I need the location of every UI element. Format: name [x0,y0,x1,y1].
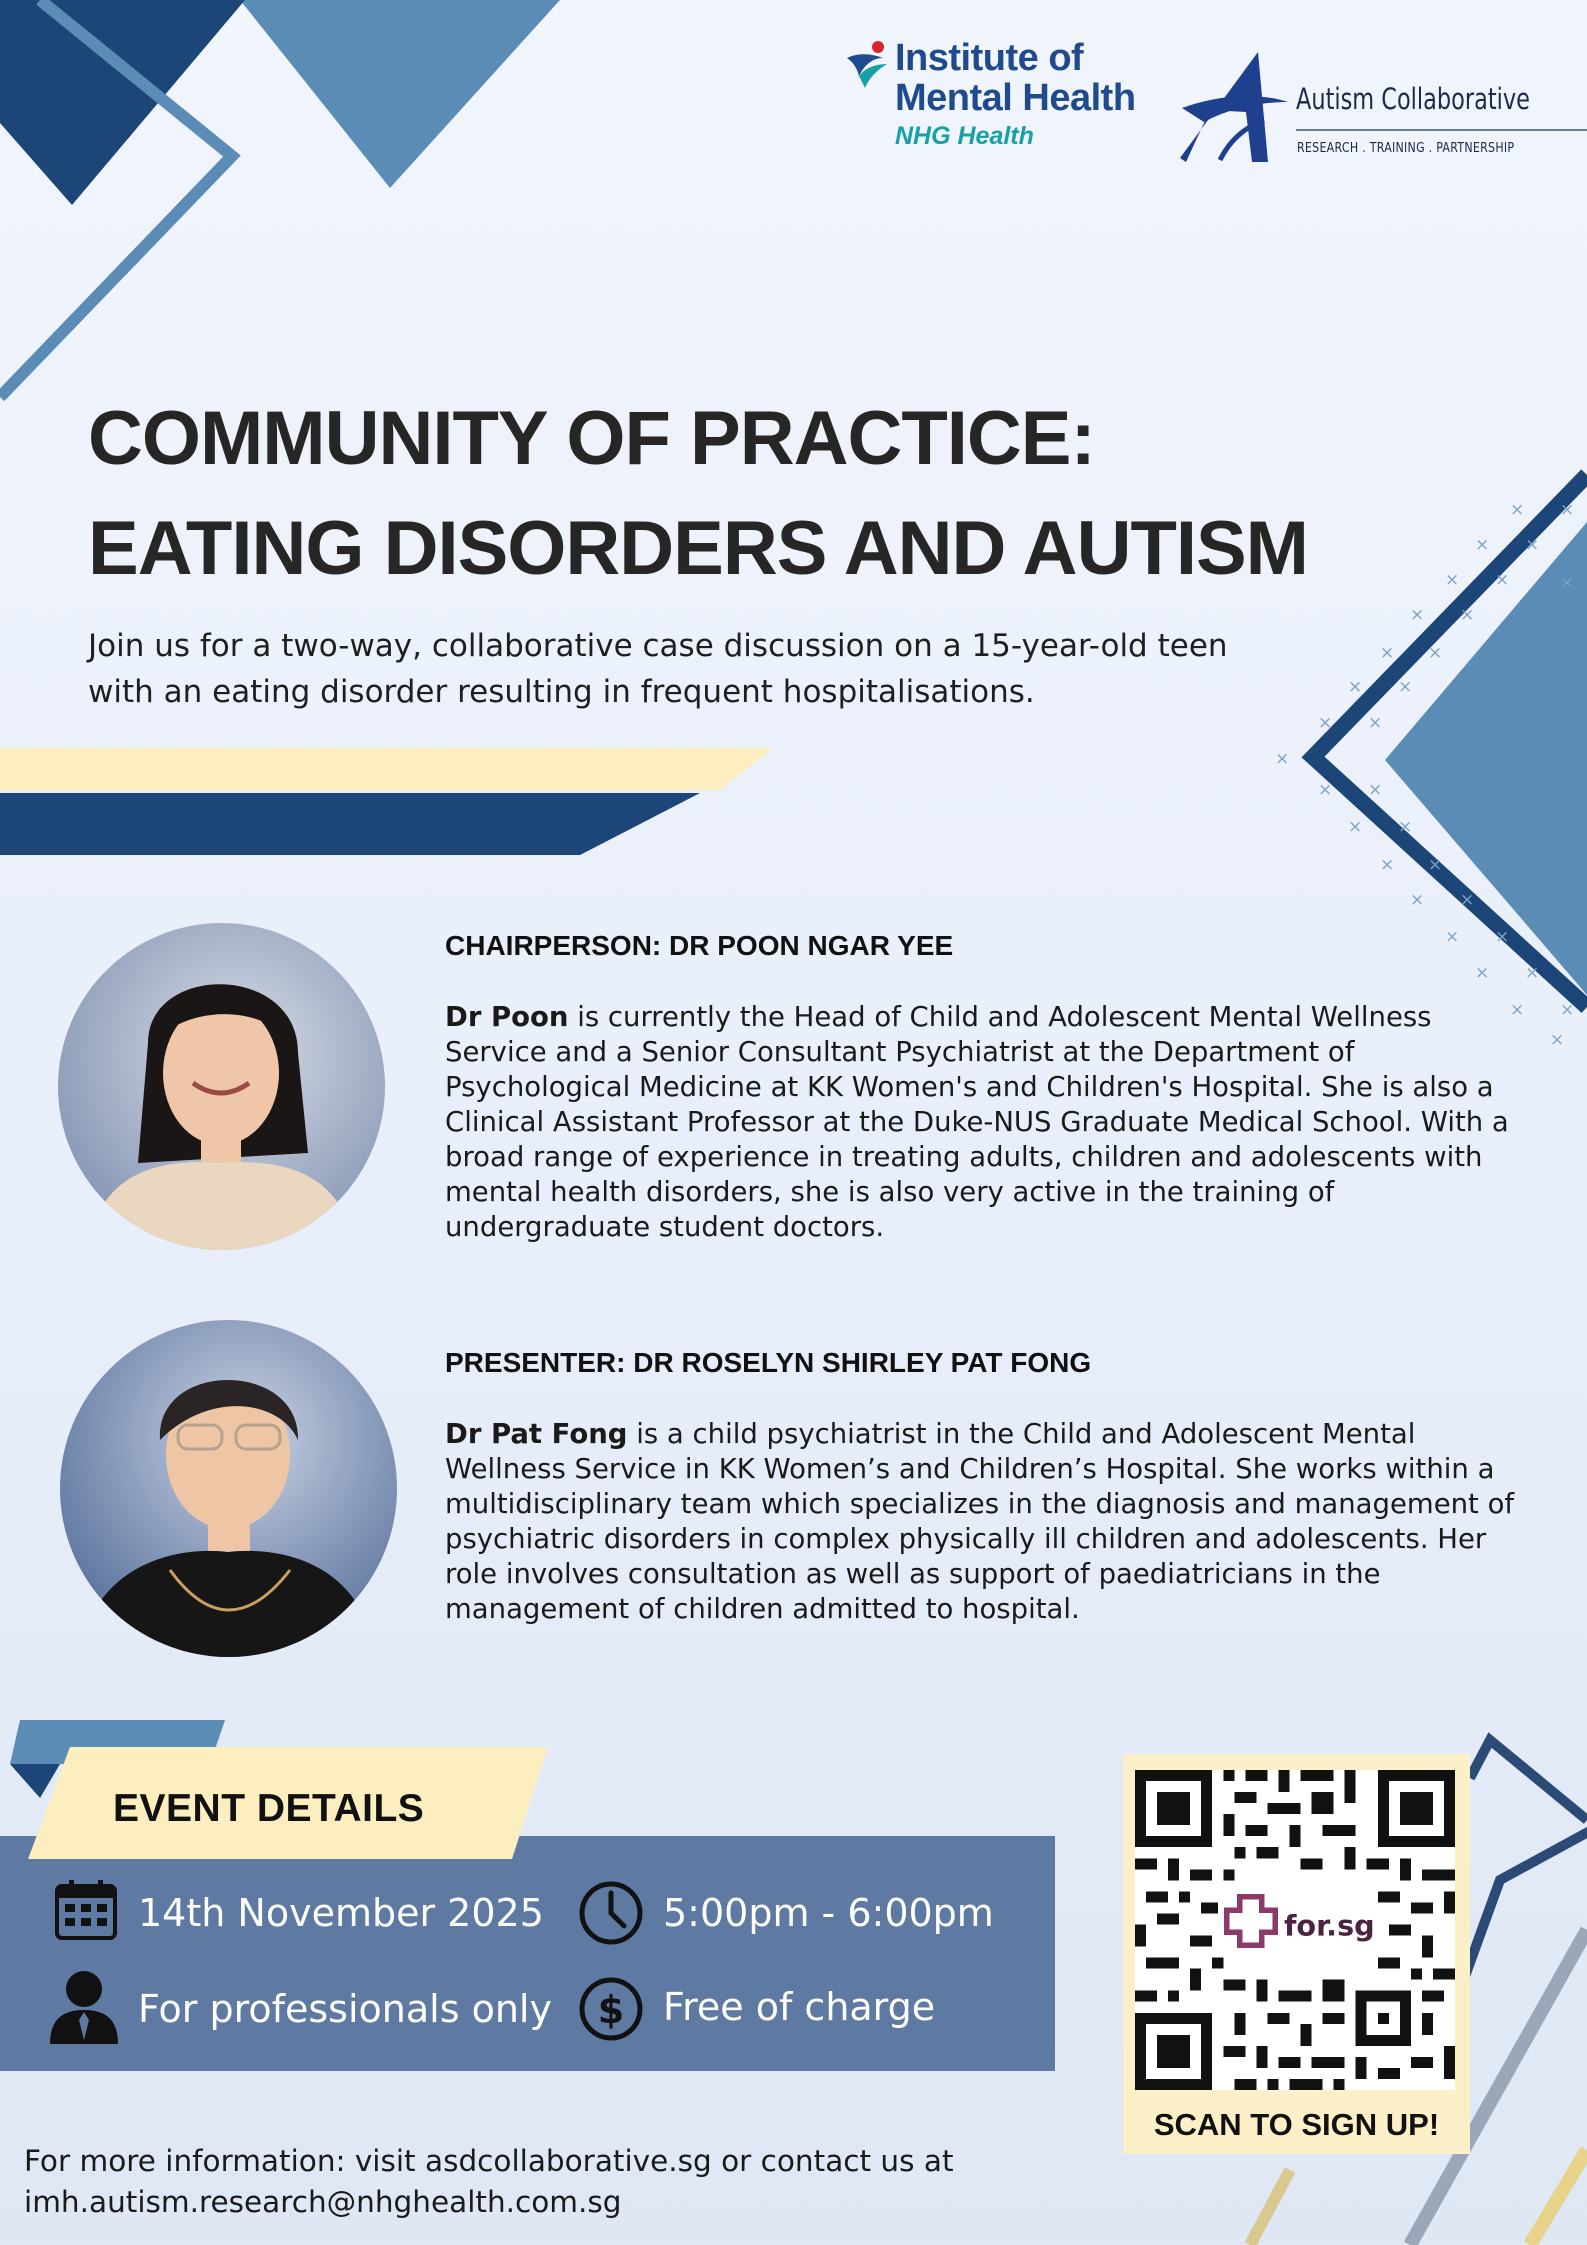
portrait-placeholder-icon [58,923,385,1250]
logo-divider [1296,129,1587,131]
svg-text:×: × [1475,535,1490,555]
svg-text:×: × [1510,1000,1525,1020]
intro-text: Join us for a two-way, collaborative case discussion on a 15-year-old teen with an eating disorder resulting in frequent hospitalisations. [88,628,1228,710]
svg-text:×: × [1428,643,1443,663]
svg-text:×: × [1428,855,1443,875]
svg-text:×: × [1380,855,1395,875]
svg-text:×: × [1318,780,1333,800]
presenter-bio-name: Dr Pat Fong [445,1418,628,1450]
autism-collaborative-name: Autism Collaborative [1296,82,1530,116]
svg-text:×: × [1410,890,1425,910]
nhg-health-text: NHG Health [895,122,1034,150]
chairperson-bio-name: Dr Poon [445,1001,569,1033]
svg-text:×: × [1318,713,1333,733]
svg-text:×: × [1495,927,1510,947]
chairperson-bio [445,1000,1515,1245]
svg-text:×: × [1495,570,1510,590]
top-left-decor [0,0,600,420]
footer-line1: For more information: visit asdcollaborative.sg or contact us at [24,2144,954,2178]
imh-mark-icon [845,40,895,90]
svg-text:×: × [1460,890,1475,910]
clock-icon [578,1880,644,1946]
imh-name-line1: Institute of [895,37,1084,79]
chairperson-bio-text: is currently the Head of Child and Adolescent Mental Wellness Service and a Senior Consultant Psychiatrist at the Department of Psychological Medicine at KK Women's and Children's Hospital. She is also a Clinical Assistant Professor at the Duke-NUS Graduate Medical School. With a broad range of experience in treating adults, children and adolescents with mental health disorders, she is also very active in the training of undergraduate student doctors. [445,1001,1509,1243]
calendar-icon [54,1878,118,1942]
scan-to-sign-up-label: SCAN TO SIGN UP! [1153,2107,1440,2142]
person-icon [48,1970,120,2044]
presenter-heading: PRESENTER: DR ROSELYN SHIRLEY PAT FONG [445,1347,1092,1378]
svg-text:×: × [1510,500,1525,520]
right-chevron-decor [1260,460,1587,1060]
presenter-photo [60,1320,397,1657]
event-details-panel [0,1836,1055,2071]
autism-collaborative-tagline: RESEARCH . TRAINING . PARTNERSHIP [1297,141,1515,156]
footer-email[interactable]: imh.autism.research@nhghealth.com.sg [24,2185,622,2219]
svg-text:×: × [1550,1030,1565,1050]
svg-text:×: × [1398,677,1413,697]
chairperson-heading: CHAIRPERSON: DR POON NGAR YEE [445,930,954,961]
svg-text:$: $ [597,1988,625,2032]
svg-text:×: × [1380,643,1395,663]
svg-text:×: × [1475,963,1490,983]
svg-text:×: × [1368,780,1383,800]
divider-band [0,748,790,858]
svg-text:×: × [1560,573,1575,593]
autism-collaborative-mark-icon [1180,50,1290,165]
svg-text:×: × [1460,605,1475,625]
portrait-placeholder-icon [60,1320,397,1657]
svg-text:×: × [1445,927,1460,947]
imh-logo [845,38,1165,178]
chairperson-photo [58,923,385,1250]
svg-text:×: × [1525,535,1540,555]
qr-brand-text: for.sg [1283,1908,1375,1943]
svg-text:×: × [1560,1000,1575,1020]
event-audience: For professionals only [138,1987,552,2031]
signup-qr-code[interactable] [1135,1770,1455,2090]
event-details-heading: EVENT DETAILS [113,1787,425,1830]
svg-text:×: × [1275,749,1290,769]
autism-collaborative-logo [1180,50,1560,170]
svg-text:×: × [1410,605,1425,625]
presenter-bio [445,1417,1515,1627]
svg-text:×: × [1398,817,1413,837]
svg-text:×: × [1525,963,1540,983]
svg-text:×: × [1368,713,1383,733]
presenter-bio-text: is a child psychiatrist in the Child and Adolescent Mental Wellness Service in KK Women’s and Children’s Hospital. She works within a multidisciplinary team which specializes in the diagnosis and management of psychiatric disorders in complex physically ill children and adolescents. Her role involves consultation as well as support of paediatricians in the management of children admitted to hospital. [445,1418,1515,1625]
event-date: 14th November 2025 [138,1891,544,1935]
dollar-icon [578,1976,644,2042]
svg-text:×: × [1445,570,1460,590]
page-title-line2: EATING DISORDERS AND AUTISM [88,506,1308,591]
event-cost: Free of charge [663,1985,936,2029]
svg-text:×: × [1560,500,1575,520]
event-time: 5:00pm - 6:00pm [663,1891,994,1935]
imh-name-line2: Mental Health [895,77,1136,119]
footer-contact [24,2141,1024,2223]
page-title-line1: COMMUNITY OF PRACTICE: [88,396,1095,481]
svg-text:×: × [1348,677,1363,697]
svg-text:×: × [1348,817,1363,837]
